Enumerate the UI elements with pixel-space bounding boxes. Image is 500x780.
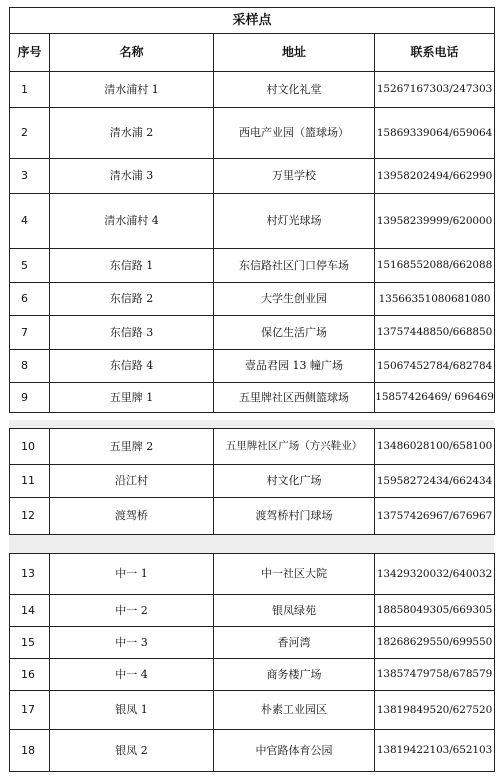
header-index: 序号 (10, 34, 50, 72)
table-row: 15 中一 3 香河湾 18268629550/699550 (10, 627, 495, 659)
header-name: 名称 (50, 34, 214, 72)
table-row: 2 清水浦 2 西电产业园（篮球场） 15869339064/659064 (10, 108, 495, 159)
header-address: 地址 (214, 34, 375, 72)
table-row: 17 银凤 1 朴素工业园区 13819849520/627520 (10, 691, 495, 730)
table-row: 1 清水浦村 1 村文化礼堂 15267167303/247303 (10, 72, 495, 108)
table-row: 14 中一 2 银凤绿苑 18858049305/669305 (10, 595, 495, 627)
table-row: 10 五里牌 2 五里牌社区广场（方兴鞋业） 13486028100/658100 (10, 429, 495, 465)
table-row: 7 东信路 3 保亿生活广场 13757448850/668850 (10, 316, 495, 350)
page-break-gap (9, 420, 494, 428)
sampling-table-part-2 (9, 428, 495, 535)
table-row: 11 沿江村 村文化广场 15958272434/662434 (10, 465, 495, 498)
table-row: 9 五里牌 1 五里牌社区西侧篮球场 15857426469/ 696469 (10, 383, 495, 413)
table-row: 4 清水浦村 4 村灯光球场 13958239999/620000 (10, 194, 495, 249)
sampling-table-part-3 (9, 553, 495, 772)
header-phone: 联系电话 (375, 34, 495, 72)
table-row: 6 东信路 2 大学生创业园 13566351080681080 (10, 283, 495, 316)
table-row: 16 中一 4 商务楼广场 13857479758/678579 (10, 659, 495, 691)
table-caption: 采样点 (10, 8, 495, 34)
table-row: 3 清水浦 3 万里学校 13958202494/662990 (10, 159, 495, 194)
table-row: 8 东信路 4 壹品君园 13 幢广场 15067452784/682784 (10, 350, 495, 383)
table-row: 13 中一 1 中一社区大院 13429320032/640032 (10, 554, 495, 595)
sampling-table-part-1 (9, 7, 495, 413)
table-row: 12 渡驾桥 渡驾桥村门球场 13757426967/676967 (10, 498, 495, 535)
table-row: 18 银凤 2 中官路体育公园 13819422103/652103 (10, 730, 495, 772)
page-break-gap (9, 535, 494, 553)
table-row: 5 东信路 1 东信路社区门口停车场 15168552088/662088 (10, 249, 495, 283)
